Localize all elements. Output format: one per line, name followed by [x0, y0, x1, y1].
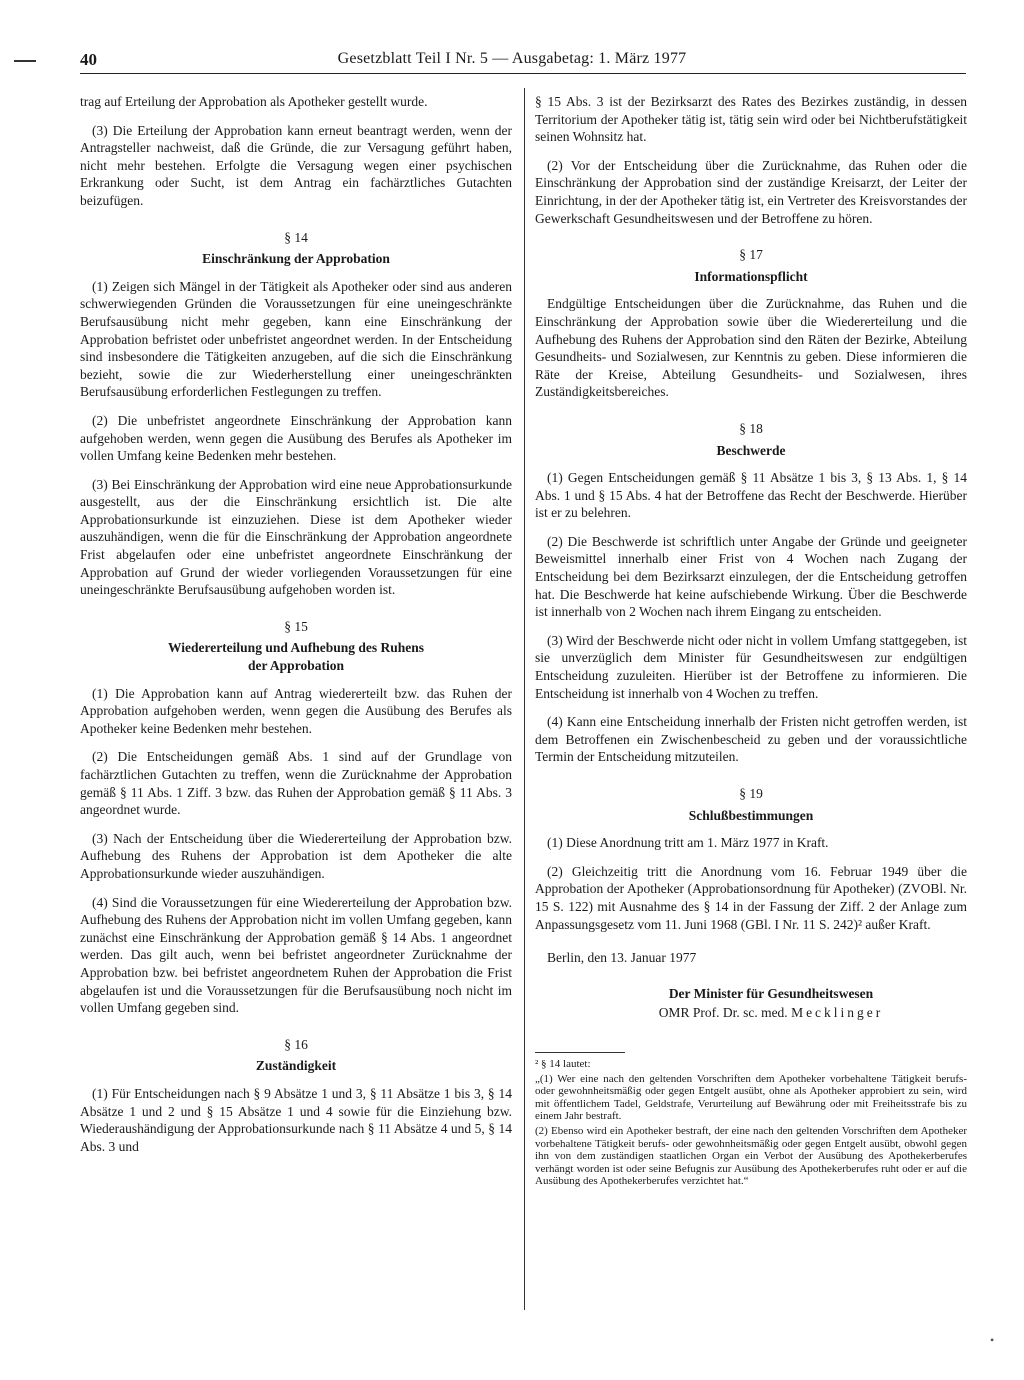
section-15-number: § 15 [284, 618, 308, 634]
section-19-paragraph-1: (1) Diese Anordnung tritt am 1. März 1977 in Kraft. [547, 835, 829, 851]
paragraph-intro: trag auf Erteilung der Approbation als Apotheker gestellt wurde. [80, 94, 428, 109]
header-rule [80, 73, 966, 74]
section-16-title: Zuständigkeit [255, 1058, 337, 1074]
section-16-paragraph-1: (1) Für Entscheidungen nach § 9 Absätze 1 und 3, § 11 Absätze 1 bis 3, § 14 Absätze 1 und 2 und § 15 Absätze 1 und 4 sowie für die Einziehung bzw. Wiederaushändigung der Approbationsurkunde nach § 11 Absätze 4 und 5, § 14 Abs. 3 und [80, 1085, 512, 1154]
column-divider [524, 88, 525, 1310]
section-14-number: § 14 [284, 229, 308, 245]
section-15-paragraph-1: (1) Die Approbation kann auf Antrag wiedererteilt bzw. das Ruhen der Approbation aufgehoben werden, wenn gegen die Ausübung des Berufes als Apotheker keine Bedenken mehr bestehen. [80, 685, 512, 736]
footnote-heading: ² § 14 lautet: [535, 1057, 591, 1070]
scan-mark: • [990, 1333, 995, 1347]
section-19-paragraph-2: (2) Gleichzeitig tritt die Anordnung vom 16. Februar 1949 über die Approbation der Apotheker (Approbationsordnung für Apotheker) (ZVOBl. Nr. 15 S. 122) mit Ausnahme des § 14 in der Fassung der Ziff. 2 der Anlage zum Anpassungsgesetz vom 11. Juni 1968 (GBl. I Nr. 11 S. 242)² außer Kraft. [535, 863, 967, 932]
section-17-number: § 17 [739, 247, 763, 263]
section-16-number: § 16 [284, 1036, 308, 1052]
section-18-paragraph-4: (4) Kann eine Entscheidung innerhalb der Fristen nicht getroffen werden, ist dem Betroffenen ein Zwischenbescheid zu geben und der voraussichtliche Termin der Entscheidung mitzuteilen. [535, 714, 967, 765]
section-18-title: Beschwerde [716, 442, 786, 458]
footnote-paragraph-1: „(1) Wer eine nach den geltenden Vorschriften dem Apotheker vorbehaltene Tätigkeit berufs- oder gewohnheitsmäßig oder gegen Entgelt ausübt, ohne als Apotheker approbiert zu sein, wird mit öffentlichem Tadel, Geldstrafe, Verurteilung auf Bewährung oder mit Freiheitsstrafe bis zu einem Jahr bestraft. [535, 1072, 967, 1123]
section-15-paragraph-2: (2) Die Entscheidungen gemäß Abs. 1 sind auf der Grundlage von fachärztlichen Gutachten zu treffen, wenn die Zurücknahme der Approbation gemäß § 11 Abs. 1 Ziff. 3 bzw. das Ruhen der Approbation gemäß § 11 Abs. 3 angeordnet wurde. [80, 749, 512, 818]
place-and-date: Berlin, den 13. Januar 1977 [547, 950, 697, 966]
section-15-title-line-2: der Approbation [248, 658, 344, 674]
signer-surname: Mecklinger [791, 1005, 884, 1021]
section-17-title: Informationspflicht [694, 268, 808, 284]
left-column [80, 93, 512, 1166]
section-18-paragraph-3: (3) Wird der Beschwerde nicht oder nicht in vollem Umfang stattgegeben, ist sie unverzüglich dem Minister für Gesundheitswesen zur endgültigen Entscheidung zuzuleiten. Hierüber ist der Betroffene zu informieren. Die Entscheidung ist innerhalb von 4 Wochen zu treffen. [535, 632, 967, 701]
section-18-number: § 18 [739, 420, 763, 436]
section-17-paragraph-1: Endgültige Entscheidungen über die Zurücknahme, das Ruhen und die Einschränkung der Approbation sowie über die Wiedererteilung und die Aufhebung des Ruhens der Approbation sind den Räten der Bezirke, Abteilung Gesundheits- und Sozialwesen, zur Kenntnis zu geben. Diese informieren die Räte der Kreise, Abteilung Gesundheits- und Sozialwesen, ihres Zuständigkeitsbereiches. [535, 296, 967, 400]
section-19-number: § 19 [739, 786, 763, 801]
footnote-paragraph-2: (2) Ebenso wird ein Apotheker bestraft, der eine nach den geltenden Vorschriften dem Apotheker vorbehaltene Tätigkeit berufs- oder gewohnheitsmäßig oder gegen Entgelt ausübt, obwohl gegen ihn von dem zuständigen staatlichen Organ ein Verbot der Ausübung des Apothekerberufes verhängt worden ist oder seine Befugnis zur Ausübung des Apothekerberufes ruht oder er auf die Ausübung des Apothekerberufes verzichtet hat.“ [535, 1124, 967, 1188]
section-16-paragraph-2: (2) Vor der Entscheidung über die Zurücknahme, das Ruhen oder die Einschränkung der Approbation sind der zuständige Kreisarzt, der Leiter der Einrichtung, in der der Apotheker tätig ist, ein Vertreter des Kreisvorstandes der Gewerkschaft Gesundheitswesen und der Betroffene zu hören. [535, 157, 967, 226]
section-15-title-line-1: Wiedererteilung und Aufhebung des Ruhens [167, 640, 425, 656]
signer-title: Der Minister für Gesundheitswesen [668, 985, 874, 1001]
section-18-paragraph-2: (2) Die Beschwerde ist schriftlich unter Angabe der Gründe und geeigneter Beweismittel innerhalb einer Frist von 4 Wochen nach Zugang der Entscheidung bei dem Bezirksarzt einzulegen, der die Entscheidung getroffen hat. Die Beschwerde hat keine aufschiebende Wirkung. Über die Beschwerde ist innerhalb von 2 Wochen nach ihrem Eingang zu entscheiden. [535, 533, 967, 620]
section-19-title: Schlußbestimmungen [688, 807, 814, 823]
section-14-paragraph-2: (2) Die unbefristet angeordnete Einschränkung der Approbation kann aufgehoben werden, wenn gegen die Ausübung des Berufes als Apotheker im vollen Umfang keine Bedenken mehr bestehen. [80, 412, 512, 464]
paragraph-13-3: (3) Die Erteilung der Approbation kann erneut beantragt werden, wenn der Antragsteller nachweist, daß die Gründe, die zur Versagung geführt haben, nicht mehr bestehen. Erfolgte die Versagung wegen einer psychischen Erkrankung oder Sucht, ist dem Antrag ein fachärztliches Gutachten beizufügen. [80, 122, 512, 208]
section-15-paragraph-3: (3) Nach der Entscheidung über die Wiedererteilung der Approbation bzw. Aufhebung des Ruhens der Approbation ist dem Apotheker die alte Approbationsurkunde wieder auszuhändigen. [80, 830, 512, 881]
section-14-paragraph-3: (3) Bei Einschränkung der Approbation wird eine neue Approbationsurkunde ausgestellt, aus der die Einschränkung ersichtlich ist. Die alte Approbationsurkunde ist einzuziehen. Diese ist dem Apotheker wieder auszuhändigen, wenn die für die Einschränkung der Approbation angeordnete Frist abgelaufen oder eine unbefristet angeordnete Einschränkung der Approbation auf Grund der wieder vorliegenden Voraussetzungen für eine uneingeschränkte Berufsausübung aufgehoben worden ist. [80, 476, 512, 598]
page-number: 40 [80, 50, 97, 69]
section-14-paragraph-1: (1) Zeigen sich Mängel in der Tätigkeit als Apotheker oder sind aus anderen schwerwiegenden Gründen die Voraussetzungen für eine uneingeschränkte Berufsausübung nicht mehr gegeben, kann eine Einschränkung der Approbation befristet oder unbefristet angeordnet werden. In der Entscheidung sind insbesondere die Tätigkeiten anzugeben, auf die sich die Einschränkung bezieht, sowie die zur Wiederherstellung einer uneingeschränkten Berufsausübung erforderlichen Festlegungen zu treffen. [80, 278, 512, 400]
footnote-rule [535, 1052, 625, 1053]
running-header: Gesetzblatt Teil I Nr. 5 — Ausgabetag: 1. März 1977 [337, 50, 687, 67]
right-column [535, 93, 967, 1190]
section-15-paragraph-4: (4) Sind die Voraussetzungen für eine Wiedererteilung der Approbation bzw. Aufhebung des Ruhens der Approbation nicht im vollen Umfang gegeben, kann zunächst eine Einschränkung der Approbation gemäß § 14 Abs. 1 angeordnet werden. Das gilt auch, wenn bei befristet angeordneter Zurücknahme der Approbation bzw. bei befristet angeordnetem Ruhen der Approbation die Frist abgelaufen ist und die Voraussetzungen für die Berufsausübung noch nicht im vollen Umfang gegeben sind. [80, 894, 512, 1016]
section-18-paragraph-1: (1) Gegen Entscheidungen gemäß § 11 Absätze 1 bis 3, § 13 Abs. 1, § 14 Abs. 1 und § 15 Abs. 4 hat der Betroffene das Recht der Beschwerde. Hierüber ist er zu belehren. [535, 470, 967, 521]
section-16-paragraph-1-continued: § 15 Abs. 3 ist der Bezirksarzt des Rates des Bezirkes zuständig, in dessen Territorium der Apotheker tätig ist, tätig sein wird oder bei Nichtberufstätigkeit seinen Wohnsitz hat. [535, 94, 967, 145]
signer-prefix: OMR Prof. Dr. sc. med. [658, 1005, 788, 1021]
signer-name [535, 1004, 967, 1022]
section-14-title: Einschränkung der Approbation [202, 251, 390, 267]
